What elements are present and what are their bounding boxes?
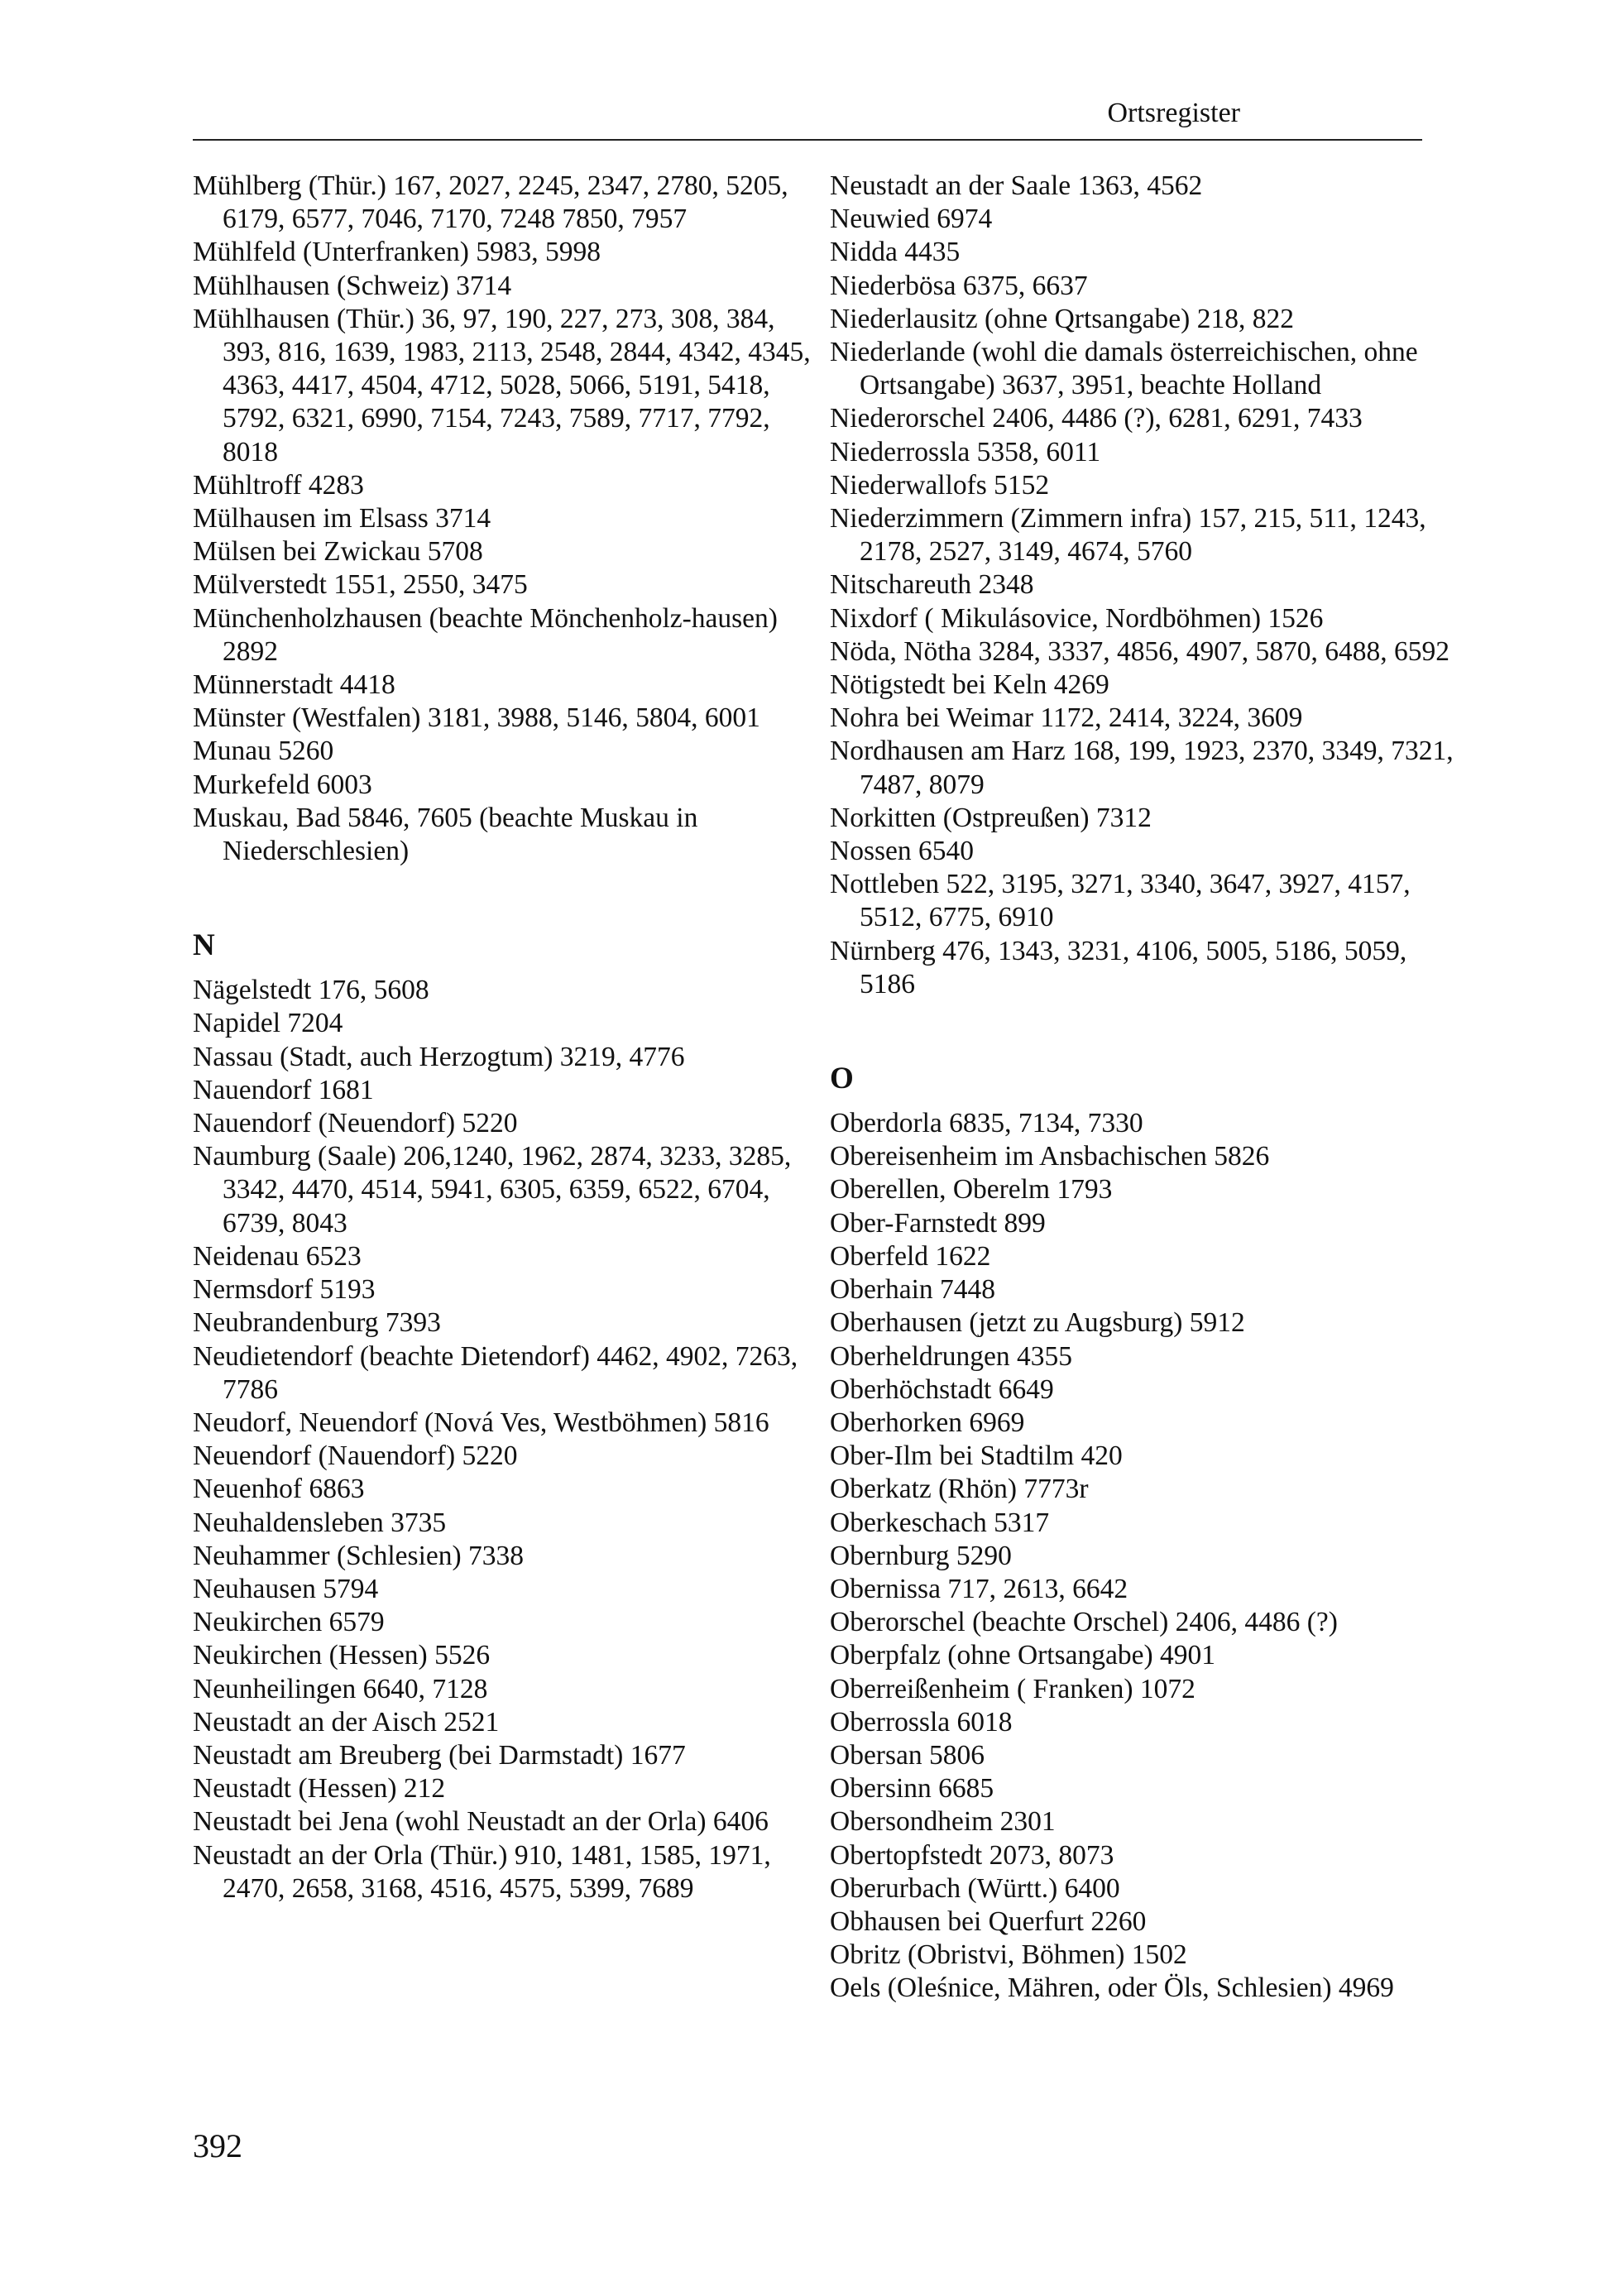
index-entry: Muskau, Bad 5846, 7605 (beachte Muskau in Niederschlesien) — [193, 802, 698, 867]
index-entry: Oberhausen (jetzt zu Augsburg) 5912 — [830, 1307, 1245, 1339]
index-entry: Mühltroff 4283 — [193, 469, 364, 501]
index-entry: Nohra bei Weimar 1172, 2414, 3224, 3609 — [830, 702, 1303, 734]
index-entry: Neidenau 6523 — [193, 1240, 362, 1272]
index-entry: Oberorschel (beachte Orschel) 2406, 4486 (?) — [830, 1607, 1338, 1638]
index-entry: Neustadt an der Saale 1363, 4562 — [830, 170, 1203, 201]
index-entry: Mühlfeld (Unterfranken) 5983, 5998 — [193, 237, 601, 268]
right-column — [830, 170, 1459, 2006]
index-entry: Niederlande (wohl die damals österreichischen, ohne Ortsangabe) 3637, 3951, beachte Holland — [830, 337, 1418, 401]
index-entry: Obersan 5806 — [830, 1739, 985, 1771]
index-entry: Mühlhausen (Thür.) 36, 97, 190, 227, 273, 308, 384, 393, 816, 1639, 1983, 2113, 2548, 2844, 4342, 4345, 4363, 4417, 4504, 4712, 5028, 5066, 5191, 5418, 5792, 6321, 6990, 7154, 7243, 7589, 7717, 7792, 8018 — [193, 303, 811, 467]
index-entry: Obernburg 5290 — [830, 1540, 1012, 1571]
entries-m — [193, 170, 822, 868]
index-entry: Obhausen bei Querfurt 2260 — [830, 1905, 1147, 1937]
section-heading-o: O — [830, 1062, 854, 1096]
index-entry: Neuwied 6974 — [830, 204, 993, 235]
index-entry: Neuhaldensleben 3735 — [193, 1507, 447, 1538]
index-entry: Obertopfstedt 2073, 8073 — [830, 1839, 1114, 1871]
index-entry: Neudorf, Neuendorf (Nová Ves, Westböhmen) 5816 — [193, 1407, 769, 1438]
index-entry: Neustadt bei Jena (wohl Neustadt an der Orla) 6406 — [193, 1806, 769, 1838]
index-entry: Niederzimmern (Zimmern infra) 157, 215, 511, 1243, 2178, 2527, 3149, 4674, 5760 — [830, 503, 1426, 568]
index-entry: Niederbösa 6375, 6637 — [830, 270, 1088, 301]
index-entry: Niederrossla 5358, 6011 — [830, 436, 1101, 467]
index-entry: Nidda 4435 — [830, 237, 961, 268]
index-entry: Münster (Westfalen) 3181, 3988, 5146, 5804, 6001 — [193, 702, 760, 734]
index-entry: Nauendorf (Neuendorf) 5220 — [193, 1108, 518, 1139]
index-entry: Nixdorf ( Mikulásovice, Nordböhmen) 1526 — [830, 602, 1324, 634]
index-entry: Oberellen, Oberelm 1793 — [830, 1174, 1113, 1206]
index-entry: Mühlberg (Thür.) 167, 2027, 2245, 2347, 2780, 5205, 6179, 6577, 7046, 7170, 7248 7850, 7957 — [193, 170, 788, 235]
entries-o — [830, 1107, 1459, 2005]
index-entry: Neustadt an der Orla (Thür.) 910, 1481, 1585, 1971, 2470, 2658, 3168, 4516, 4575, 5399, 7689 — [193, 1839, 771, 1904]
index-entry: Oberhain 7448 — [830, 1274, 996, 1306]
index-entry: Munau 5260 — [193, 736, 334, 767]
page-number: 392 — [193, 2127, 242, 2164]
index-entry: Oberdorla 6835, 7134, 7330 — [830, 1108, 1143, 1139]
index-entry: Oberrossla 6018 — [830, 1706, 1013, 1738]
index-entry: Nägelstedt 176, 5608 — [193, 975, 429, 1006]
index-entry: Neubrandenburg 7393 — [193, 1307, 441, 1339]
index-entry: Neustadt an der Aisch 2521 — [193, 1706, 500, 1738]
index-entry: Mülsen bei Zwickau 5708 — [193, 536, 483, 568]
index-entry: Niederwallofs 5152 — [830, 469, 1050, 501]
index-entry: Mühlhausen (Schweiz) 3714 — [193, 270, 512, 301]
index-entry: Neunheilingen 6640, 7128 — [193, 1673, 488, 1704]
index-entry: Nordhausen am Harz 168, 199, 1923, 2370, 3349, 7321, 7487, 8079 — [830, 736, 1454, 800]
left-column — [193, 170, 822, 1905]
index-entry: Nöda, Nötha 3284, 3337, 4856, 4907, 5870, 6488, 6592 — [830, 635, 1450, 667]
index-entry: Nottleben 522, 3195, 3271, 3340, 3647, 3927, 4157, 5512, 6775, 6910 — [830, 869, 1411, 933]
running-header — [193, 93, 1422, 141]
index-entry: Mülverstedt 1551, 2550, 3475 — [193, 569, 528, 601]
index-entry: Norkitten (Ostpreußen) 7312 — [830, 802, 1152, 833]
index-entry: Nassau (Stadt, auch Herzogtum) 3219, 4776 — [193, 1041, 685, 1072]
index-entry: Ober-Farnstedt 899 — [830, 1207, 1046, 1239]
index-entry: Nötigstedt bei Keln 4269 — [830, 669, 1109, 701]
index-entry: Neuhammer (Schlesien) 7338 — [193, 1540, 525, 1571]
index-entry: Nitschareuth 2348 — [830, 569, 1034, 601]
index-entry: Oels (Oleśnice, Mähren, oder Öls, Schlesien) 4969 — [830, 1972, 1394, 2004]
index-entry: Ober-Ilm bei Stadtilm 420 — [830, 1440, 1123, 1472]
index-entry: Neustadt am Breuberg (bei Darmstadt) 1677 — [193, 1739, 686, 1771]
index-entry: Neudietendorf (beachte Dietendorf) 4462, 4902, 7263, 7786 — [193, 1340, 798, 1405]
header-title: Ortsregister — [1107, 98, 1240, 128]
index-entry: Mülhausen im Elsass 3714 — [193, 503, 491, 534]
index-entry: Oberpfalz (ohne Ortsangabe) 4901 — [830, 1640, 1216, 1671]
index-entry: Obritz (Obristvi, Böhmen) 1502 — [830, 1939, 1187, 1971]
index-entry: Oberheldrungen 4355 — [830, 1340, 1073, 1372]
index-entry: Niederorschel 2406, 4486 (?), 6281, 6291, 7433 — [830, 403, 1363, 434]
index-entry: Neustadt (Hessen) 212 — [193, 1773, 446, 1805]
index-entry: Nossen 6540 — [830, 836, 975, 867]
entries-n — [193, 974, 822, 1905]
section-heading-n: N — [193, 928, 215, 963]
index-entry: Nermsdorf 5193 — [193, 1274, 376, 1306]
index-entry: Oberhorken 6969 — [830, 1407, 1025, 1438]
index-entry: Oberfeld 1622 — [830, 1240, 991, 1272]
index-entry: Münnerstadt 4418 — [193, 669, 395, 701]
index-entry: Obersinn 6685 — [830, 1773, 994, 1805]
index-entry: Obernissa 717, 2613, 6642 — [830, 1573, 1128, 1604]
index-entry: Neuenhof 6863 — [193, 1474, 365, 1505]
index-entry: Oberurbach (Württ.) 6400 — [830, 1872, 1120, 1904]
entries-n-continued — [830, 170, 1459, 1001]
index-entry: Obereisenheim im Ansbachischen 5826 — [830, 1141, 1270, 1172]
index-entry: Obersondheim 2301 — [830, 1806, 1056, 1838]
index-entry: Neukirchen 6579 — [193, 1607, 385, 1638]
index-entry: Oberhöchstadt 6649 — [830, 1373, 1054, 1405]
index-entry: Napidel 7204 — [193, 1008, 343, 1039]
index-entry: Niederlausitz (ohne Qrtsangabe) 218, 822 — [830, 303, 1294, 334]
index-entry: Nürnberg 476, 1343, 3231, 4106, 5005, 5186, 5059, 5186 — [830, 935, 1407, 999]
index-entry: Murkefeld 6003 — [193, 769, 372, 800]
index-entry: Neuendorf (Nauendorf) 5220 — [193, 1440, 518, 1472]
index-entry: Oberreißenheim ( Franken) 1072 — [830, 1673, 1196, 1704]
index-entry: Nauendorf 1681 — [193, 1074, 374, 1105]
index-entry: Oberkeschach 5317 — [830, 1507, 1050, 1538]
index-entry: Naumburg (Saale) 206,1240, 1962, 2874, 3233, 3285, 3342, 4470, 4514, 5941, 6305, 6359, 6522, 6704, 6739, 8043 — [193, 1141, 792, 1239]
index-entry: Neukirchen (Hessen) 5526 — [193, 1640, 491, 1671]
index-entry: Oberkatz (Rhön) 7773r — [830, 1474, 1089, 1505]
index-entry: Neuhausen 5794 — [193, 1573, 379, 1604]
index-entry: Münchenholzhausen (beachte Mönchenholz-hausen) 2892 — [193, 602, 778, 667]
